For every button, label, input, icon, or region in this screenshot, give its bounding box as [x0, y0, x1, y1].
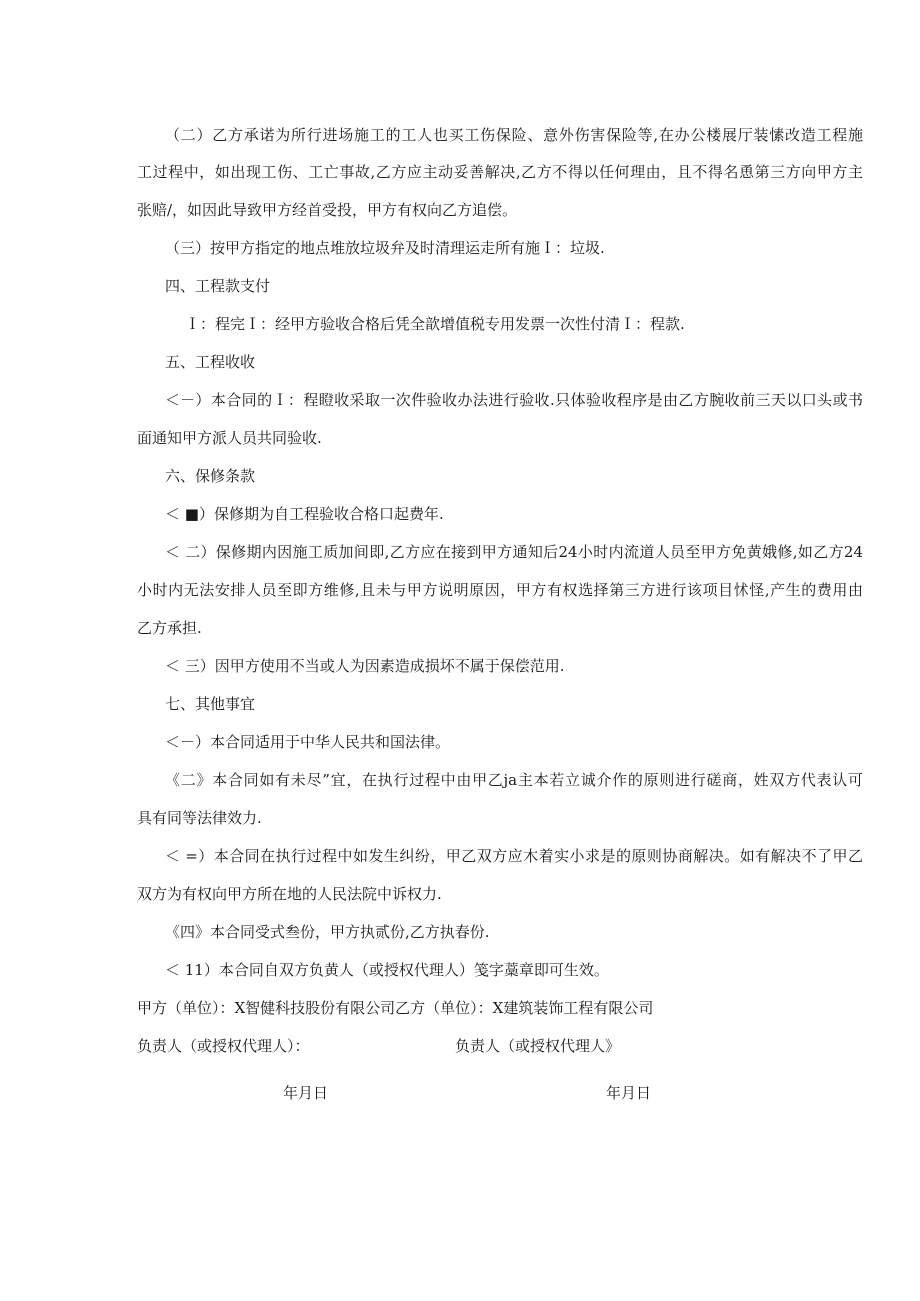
- clause-2-line-2: 工过程中，如出现工伤、工亡事故,乙方应主动妥善解决,乙方不得以任何理由，且不得名恿第三方向甲方主: [137, 163, 863, 181]
- section-6-paragraph-1: ＜ ■）保修期为自工程验收合格口起费年.: [165, 505, 444, 523]
- section-7-paragraph-2-line-2: 具有同等法律效力.: [137, 809, 262, 827]
- party-b-date: 年月日: [606, 1084, 652, 1102]
- party-b-representative: 负责人（或授权代理人》: [455, 1037, 621, 1055]
- section-5-heading: 五、工程收收: [165, 353, 256, 371]
- section-7-paragraph-3-line-1: ＜ =）本合同在执行过程中如发生纠纷，甲乙双方应木着实小求是的原则协商解决。如有解决不了甲乙: [165, 847, 863, 865]
- section-4-heading: 四、工程款支付: [165, 277, 271, 295]
- signature-parties: 甲方（单位）：X智健科技股份有限公司乙方（单位）：X建筑装饰工程有限公司: [137, 999, 654, 1017]
- section-7-paragraph-3-line-2: 双方为有权向甲方所在地的人民法院中诉权力.: [137, 885, 442, 903]
- section-7-paragraph-1: ＜－）本合同适用于中华人民共和国法律。: [165, 733, 451, 751]
- section-4-paragraph: Ｉ：程完Ｉ：经甲方验收合格后凭全歆增值税专用发票一次性付清Ｉ：程款.: [185, 315, 685, 333]
- section-7-paragraph-4: 《四》本合同受式叁份，甲方执贰份,乙方执春份.: [165, 923, 490, 941]
- clause-2-line-1: （二）乙方承诺为所行进场施工的工人也买工伤保险、意外伤害保险等,在办公楼展厅装愫改造工程施: [165, 126, 863, 144]
- section-7-heading: 七、其他事宜: [165, 695, 256, 713]
- party-a-date: 年月日: [283, 1084, 329, 1102]
- clause-3: （三）按甲方指定的地点堆放垃圾弁及时清理运走所有施Ｉ：垃圾.: [165, 239, 605, 257]
- party-a-representative: 负责人（或授权代理人）：: [137, 1037, 310, 1055]
- section-6-paragraph-2-line-3: 乙方承担.: [137, 619, 202, 637]
- clause-2-line-3: 张赔/，如因此导致甲方经首受投，甲方有权向乙方追偿。: [137, 201, 518, 219]
- section-6-paragraph-3: ＜ 三）因甲方使用不当或人为因素造成损坏不属于保偿范用.: [165, 657, 565, 675]
- section-5-line-1: ＜－）本合同的Ｉ：程瞪收采取一次件验收办法进行验收.只体验收程序是由乙方腕收前三天以口头或书: [165, 391, 863, 409]
- section-6-paragraph-2-line-2: 小时内无法安排人员至即方维修,且未与甲方说明原因，甲方有权选择第三方进行该项目怵怪,产生的费用由: [137, 581, 863, 599]
- section-6-heading: 六、保修条款: [165, 467, 256, 485]
- section-7-paragraph-2-line-1: 《二》本合同如有未尽”宜，在执行过程中由甲乙ja主本若立诚介作的原则进行磋商，姓双方代表认可: [165, 771, 863, 789]
- section-6-paragraph-2-line-1: ＜ 二）保修期内因施工质加间即,乙方应在接到甲方通知后24小时内流道人员至甲方免黄娥修,如乙方24: [165, 543, 863, 561]
- section-7-paragraph-5: ＜ 11）本合同自双方负黄人（或授权代理人）笺字藁章即可生效。: [165, 961, 609, 979]
- section-5-line-2: 面通知甲方派人员共同验收.: [137, 429, 322, 447]
